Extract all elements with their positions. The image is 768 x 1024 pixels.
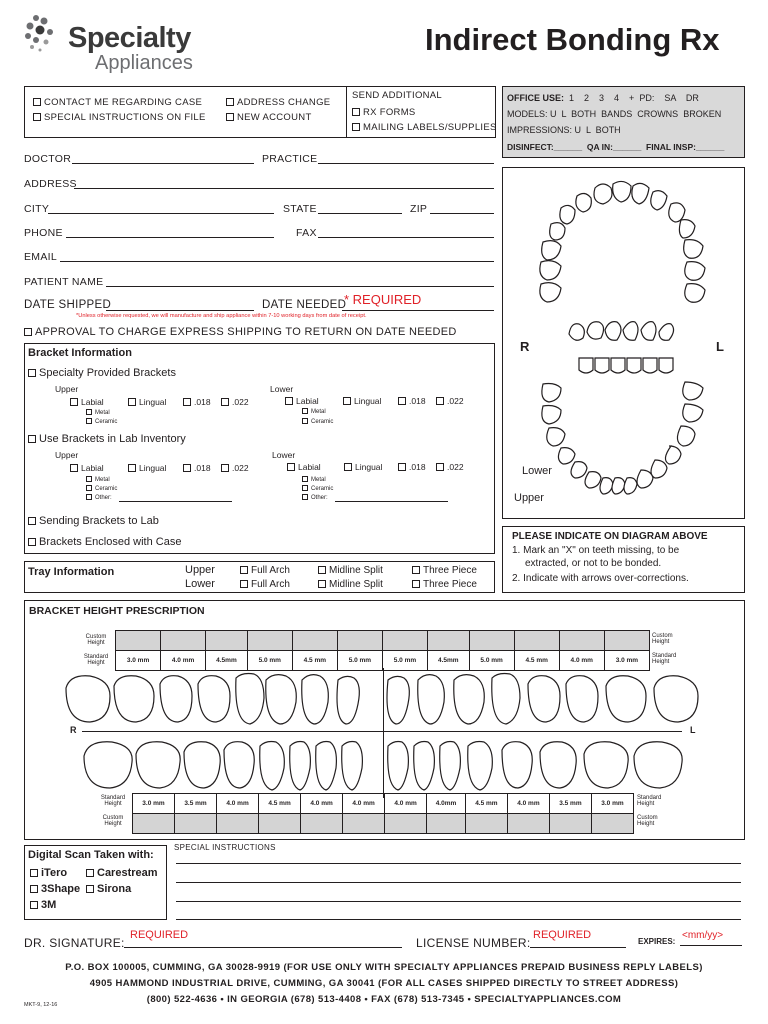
full-label: Full Arch bbox=[251, 565, 290, 576]
ceramic-label: Ceramic bbox=[311, 419, 334, 425]
lower-018-checkbox[interactable] bbox=[398, 396, 426, 406]
special-instructions-line[interactable] bbox=[176, 882, 741, 883]
diagram-l-label: L bbox=[716, 339, 724, 354]
lower-custom-cell[interactable] bbox=[175, 814, 217, 834]
s022-label: .022 bbox=[447, 396, 464, 406]
upper-ceramic-checkbox[interactable] bbox=[86, 418, 117, 425]
doctor-label: DOCTOR bbox=[24, 153, 72, 165]
upper-custom-cell[interactable] bbox=[247, 631, 292, 651]
upper-custom-left: Custom Height bbox=[85, 634, 107, 646]
lower-custom-cell[interactable] bbox=[259, 814, 301, 834]
zip-field[interactable] bbox=[430, 213, 494, 214]
3shape-label: 3Shape bbox=[41, 883, 81, 895]
tray-upper-midline[interactable] bbox=[318, 565, 383, 576]
patient-field[interactable] bbox=[106, 286, 494, 287]
s018-label: .018 bbox=[194, 463, 211, 473]
lower-custom-cell[interactable] bbox=[217, 814, 259, 834]
lower-labial-checkbox[interactable] bbox=[285, 396, 319, 406]
lower-custom-cell[interactable] bbox=[465, 814, 507, 834]
patient-label: PATIENT NAME bbox=[24, 276, 104, 288]
license-required: REQUIRED bbox=[533, 929, 592, 941]
lower-custom-cell[interactable] bbox=[133, 814, 175, 834]
special-instructions-label: SPECIAL INSTRUCTIONS bbox=[174, 843, 276, 852]
s022-label: .022 bbox=[232, 397, 249, 407]
contact-label: CONTACT ME REGARDING CASE bbox=[44, 97, 203, 108]
upper-standard-left: Standard Height bbox=[83, 654, 109, 666]
indicate-two: 2. Indicate with arrows over-corrections. bbox=[512, 573, 689, 584]
lower-custom-cell[interactable] bbox=[301, 814, 343, 834]
upper-arch-teeth bbox=[540, 181, 705, 302]
lower-custom-cell[interactable] bbox=[385, 814, 427, 834]
scan-title: Digital Scan Taken with: bbox=[28, 849, 154, 861]
inventory-checkbox[interactable] bbox=[28, 433, 186, 445]
sirona-label: Sirona bbox=[97, 883, 132, 895]
footer-contact: (800) 522-4636 • IN GEORGIA (678) 513-4408 • FAX (678) 513-7345 • SPECIALTYAPPLIANCES.COM bbox=[146, 994, 622, 1005]
bracket-title: Bracket Information bbox=[28, 347, 132, 359]
upper-height-grid bbox=[115, 630, 650, 671]
lower-standard-left: Standard Height bbox=[100, 795, 126, 807]
tray-lower-full[interactable] bbox=[240, 579, 290, 590]
upper-custom-cell[interactable] bbox=[116, 631, 161, 651]
upper-standard-cell: 5.0 mm bbox=[382, 651, 427, 671]
special-instructions-line[interactable] bbox=[176, 901, 741, 902]
footer-street: 4905 HAMMOND INDUSTRIAL DRIVE, CUMMING, GA 30041 (FOR ALL CASES SHIPPED DIRECTLY TO STREET ADDRESS) bbox=[89, 978, 679, 989]
shipping-note: *Unless otherwise requested, we will manufacture and ship appliance within 7-10 working days from date of receipt. bbox=[76, 313, 367, 319]
metal-label: Metal bbox=[95, 477, 110, 483]
upper-metal-checkbox[interactable] bbox=[86, 409, 110, 416]
doctor-field[interactable] bbox=[72, 163, 254, 164]
s022-label: .022 bbox=[232, 463, 249, 473]
indicate-one: 1. Mark an "X" on teeth missing, to be bbox=[512, 545, 680, 556]
lower-front-teeth bbox=[579, 358, 673, 373]
s022-label: .022 bbox=[447, 462, 464, 472]
s018-label: .018 bbox=[409, 462, 426, 472]
other-label: Other: bbox=[95, 495, 112, 501]
height-title: BRACKET HEIGHT PRESCRIPTION bbox=[29, 605, 205, 617]
lingual-label: Lingual bbox=[139, 397, 167, 407]
upper-standard-cell: 4.0 mm bbox=[161, 651, 206, 671]
height-r-label: R bbox=[70, 725, 77, 735]
lower-metal-checkbox[interactable] bbox=[302, 408, 326, 415]
practice-field[interactable] bbox=[318, 163, 494, 164]
indicate-title: PLEASE INDICATE ON DIAGRAM ABOVE bbox=[512, 531, 708, 542]
upper-018-checkbox[interactable] bbox=[183, 397, 211, 407]
contact-checkbox[interactable] bbox=[33, 97, 202, 108]
upper-teeth-profile bbox=[60, 670, 710, 732]
inv-upper-labial-checkbox[interactable] bbox=[70, 463, 104, 473]
fax-field[interactable] bbox=[318, 237, 494, 238]
carestream-label: Carestream bbox=[97, 867, 158, 879]
state-label: STATE bbox=[283, 203, 317, 215]
upper-label: Upper bbox=[55, 450, 79, 460]
lower-standard-cell: 4.5 mm bbox=[465, 794, 507, 814]
upper-custom-cell[interactable] bbox=[604, 631, 649, 651]
indicate-one-b: extracted, or not to be bonded. bbox=[525, 558, 662, 569]
logo-dots bbox=[22, 14, 66, 58]
date-needed-field[interactable] bbox=[342, 310, 494, 311]
email-field[interactable] bbox=[60, 261, 494, 262]
sirona-checkbox[interactable] bbox=[86, 883, 131, 895]
lower-standard-right: Standard Height bbox=[637, 795, 662, 807]
upper-standard-cell: 5.0 mm bbox=[469, 651, 514, 671]
rx-forms-label: RX FORMS bbox=[363, 107, 416, 118]
inv-lower-other-checkbox[interactable] bbox=[302, 494, 328, 501]
lower-custom-cell[interactable] bbox=[549, 814, 591, 834]
upper-label: Upper bbox=[55, 384, 79, 394]
divider bbox=[346, 86, 347, 138]
3shape-checkbox[interactable] bbox=[30, 883, 80, 895]
upper-standard-cell: 4.5mm bbox=[206, 651, 248, 671]
lower-arch-teeth bbox=[542, 382, 703, 494]
lower-standard-cell: 4.0 mm bbox=[507, 794, 549, 814]
date-shipped-field[interactable] bbox=[106, 310, 254, 311]
city-label: CITY bbox=[24, 203, 50, 215]
lower-label: Lower bbox=[272, 450, 296, 460]
lower-standard-cell: 3.5 mm bbox=[175, 794, 217, 814]
office-impressions: IMPRESSIONS: U L BOTH bbox=[507, 125, 621, 135]
labial-label: Labial bbox=[81, 463, 104, 473]
carestream-checkbox[interactable] bbox=[86, 867, 158, 879]
midline-label: Midline Split bbox=[329, 565, 383, 576]
tray-upper-full[interactable] bbox=[240, 565, 290, 576]
height-l-label: L bbox=[690, 725, 696, 735]
lower-ceramic-checkbox[interactable] bbox=[302, 418, 333, 425]
full-label: Full Arch bbox=[251, 579, 290, 590]
page-title: Indirect Bonding Rx bbox=[425, 22, 720, 57]
lower-custom-cell[interactable] bbox=[507, 814, 549, 834]
upper-custom-right: Custom Height bbox=[652, 633, 673, 645]
provided-label: Specialty Provided Brackets bbox=[39, 367, 176, 379]
address-label: ADDRESS bbox=[24, 178, 77, 190]
dr-signature-field[interactable] bbox=[124, 947, 402, 948]
upper-custom-cell[interactable] bbox=[337, 631, 382, 651]
ceramic-label: Ceramic bbox=[311, 486, 334, 492]
upper-standard-cell: 4.0 mm bbox=[559, 651, 604, 671]
special-checkbox[interactable] bbox=[33, 112, 206, 123]
lower-standard-cell: 4.0 mm bbox=[217, 794, 259, 814]
upper-custom-cell[interactable] bbox=[559, 631, 604, 651]
lower-label: Lower bbox=[270, 384, 294, 394]
labial-label: Labial bbox=[296, 396, 319, 406]
upper-custom-cell[interactable] bbox=[469, 631, 514, 651]
office-pd: PD: SA DR bbox=[639, 93, 699, 103]
three-label: Three Piece bbox=[423, 579, 477, 590]
expires-label: EXPIRES: bbox=[638, 937, 676, 946]
upper-022-checkbox[interactable] bbox=[221, 397, 249, 407]
3m-label: 3M bbox=[41, 899, 57, 911]
city-field[interactable] bbox=[48, 213, 274, 214]
lower-standard-cell: 4.0 mm bbox=[343, 794, 385, 814]
office-models: MODELS: U L BOTH BANDS CROWNS BROKEN bbox=[507, 109, 722, 119]
upper-custom-cell[interactable] bbox=[382, 631, 427, 651]
footer-po-box: P.O. BOX 100005, CUMMING, GA 30028-9919 (FOR USE ONLY WITH SPECIALTY APPLIANCES PREPAID BUSINESS REPLY LABELS) bbox=[65, 962, 703, 973]
upper-front-teeth bbox=[569, 322, 674, 341]
lower-height-grid bbox=[132, 793, 634, 834]
enclosed-checkbox[interactable] bbox=[28, 536, 181, 548]
labial-label: Labial bbox=[298, 462, 321, 472]
lower-teeth-profile bbox=[80, 736, 690, 792]
lower-standard-cell: 3.0 mm bbox=[591, 794, 633, 814]
state-field[interactable] bbox=[318, 213, 402, 214]
rx-forms-checkbox[interactable] bbox=[352, 107, 416, 118]
signature-required: REQUIRED bbox=[130, 929, 189, 941]
tray-title: Tray Information bbox=[28, 566, 115, 578]
lower-standard-cell: 4.0 mm bbox=[385, 794, 427, 814]
approval-checkbox[interactable] bbox=[24, 326, 457, 338]
license-field[interactable] bbox=[530, 947, 626, 948]
three-label: Three Piece bbox=[423, 565, 477, 576]
office-use-label: OFFICE USE: bbox=[507, 93, 565, 103]
inv-upper-other-field[interactable] bbox=[119, 501, 232, 502]
special-instructions-line[interactable] bbox=[176, 863, 741, 864]
fax-label: FAX bbox=[296, 227, 317, 239]
address-field[interactable] bbox=[74, 188, 494, 189]
diagram-upper-label: Upper bbox=[514, 492, 544, 504]
tray-upper-three[interactable] bbox=[412, 565, 477, 576]
inv-lower-other-field[interactable] bbox=[335, 501, 448, 502]
upper-custom-cell[interactable] bbox=[514, 631, 559, 651]
lower-standard-cell: 4.0 mm bbox=[301, 794, 343, 814]
inv-lower-lingual-checkbox[interactable] bbox=[344, 462, 382, 472]
address-change-label: ADDRESS CHANGE bbox=[237, 97, 331, 108]
special-instructions-line[interactable] bbox=[176, 919, 741, 920]
itero-checkbox[interactable] bbox=[30, 867, 67, 879]
new-account-label: NEW ACCOUNT bbox=[237, 112, 312, 123]
expires-field[interactable] bbox=[680, 945, 742, 946]
upper-standard-cell: 4.5mm bbox=[427, 651, 469, 671]
date-needed-label: DATE NEEDED bbox=[262, 299, 347, 311]
inv-lower-labial-checkbox[interactable] bbox=[287, 462, 321, 472]
lower-custom-left: Custom Height bbox=[102, 815, 124, 827]
inventory-label: Use Brackets in Lab Inventory bbox=[39, 433, 186, 445]
lingual-label: Lingual bbox=[354, 396, 382, 406]
tray-lower-label: Lower bbox=[185, 578, 215, 590]
office-nums: 1 2 3 4 + bbox=[569, 93, 635, 103]
midline-axis bbox=[82, 731, 682, 732]
phone-label: PHONE bbox=[24, 227, 63, 239]
lower-standard-cell: 3.5 mm bbox=[549, 794, 591, 814]
midline-label: Midline Split bbox=[329, 579, 383, 590]
new-account-checkbox[interactable] bbox=[226, 112, 312, 123]
inv-upper-022-checkbox[interactable] bbox=[221, 463, 249, 473]
upper-standard-cell: 5.0 mm bbox=[247, 651, 292, 671]
upper-standard-cell: 4.5 mm bbox=[514, 651, 559, 671]
s018-label: .018 bbox=[194, 397, 211, 407]
inv-upper-other-checkbox[interactable] bbox=[86, 494, 112, 501]
upper-custom-cell[interactable] bbox=[206, 631, 248, 651]
inv-upper-018-checkbox[interactable] bbox=[183, 463, 211, 473]
metal-label: Metal bbox=[95, 410, 110, 416]
special-label: SPECIAL INSTRUCTIONS ON FILE bbox=[44, 112, 206, 123]
tray-lower-midline[interactable] bbox=[318, 579, 383, 590]
office-disinfect: DISINFECT:______ QA IN:______ FINAL INSP:______ bbox=[507, 142, 725, 152]
metal-label: Metal bbox=[311, 409, 326, 415]
upper-standard-cell: 3.0 mm bbox=[116, 651, 161, 671]
dr-signature-label: DR. SIGNATURE: bbox=[24, 936, 125, 950]
mailing-checkbox[interactable] bbox=[352, 122, 497, 133]
metal-label: Metal bbox=[311, 477, 326, 483]
tray-lower-three[interactable] bbox=[412, 579, 477, 590]
expires-format: <mm/yy> bbox=[682, 930, 724, 941]
labial-label: Labial bbox=[81, 397, 104, 407]
lower-lingual-checkbox[interactable] bbox=[343, 396, 381, 406]
upper-standard-cell: 4.5 mm bbox=[292, 651, 337, 671]
provided-checkbox[interactable] bbox=[28, 367, 176, 379]
enclosed-label: Brackets Enclosed with Case bbox=[39, 536, 182, 548]
upper-lingual-checkbox[interactable] bbox=[128, 397, 166, 407]
lingual-label: Lingual bbox=[355, 462, 383, 472]
upper-labial-checkbox[interactable] bbox=[70, 397, 104, 407]
lower-standard-cell: 4.5 mm bbox=[259, 794, 301, 814]
inv-lower-ceramic-checkbox[interactable] bbox=[302, 485, 333, 492]
sending-label: Sending Brackets to Lab bbox=[39, 515, 159, 527]
s018-label: .018 bbox=[409, 396, 426, 406]
approval-label: APPROVAL TO CHARGE EXPRESS SHIPPING TO RETURN ON DATE NEEDED bbox=[35, 326, 457, 338]
upper-custom-cell[interactable] bbox=[292, 631, 337, 651]
lower-022-checkbox[interactable] bbox=[436, 396, 464, 406]
upper-custom-cell[interactable] bbox=[161, 631, 206, 651]
license-label: LICENSE NUMBER: bbox=[416, 936, 531, 950]
inv-lower-022-checkbox[interactable] bbox=[436, 462, 464, 472]
send-additional-label: SEND ADDITIONAL bbox=[352, 90, 443, 101]
itero-label: iTero bbox=[41, 867, 68, 879]
lingual-label: Lingual bbox=[139, 463, 167, 473]
diagram-lower-label: Lower bbox=[522, 465, 552, 477]
email-label: EMAIL bbox=[24, 251, 58, 263]
logo-sub: Appliances bbox=[95, 52, 193, 74]
date-shipped-label: DATE SHIPPED bbox=[24, 299, 112, 311]
ceramic-label: Ceramic bbox=[95, 419, 118, 425]
required-badge: * REQUIRED bbox=[344, 292, 422, 307]
lower-standard-cell: 4.0mm bbox=[427, 794, 466, 814]
address-change-checkbox[interactable] bbox=[226, 97, 330, 108]
office-use-row bbox=[507, 93, 699, 103]
other-label: Other: bbox=[311, 495, 328, 501]
upper-standard-cell: 5.0 mm bbox=[337, 651, 382, 671]
upper-standard-cell: 3.0 mm bbox=[604, 651, 649, 671]
lower-custom-cell[interactable] bbox=[591, 814, 633, 834]
sending-checkbox[interactable] bbox=[28, 515, 159, 527]
practice-label: PRACTICE bbox=[262, 153, 318, 165]
phone-field[interactable] bbox=[66, 237, 274, 238]
inv-upper-lingual-checkbox[interactable] bbox=[128, 463, 166, 473]
zip-label: ZIP bbox=[410, 203, 428, 215]
lower-custom-cell[interactable] bbox=[343, 814, 385, 834]
inv-lower-metal-checkbox[interactable] bbox=[302, 476, 326, 483]
form-code: MKT-9, 12-16 bbox=[24, 1002, 58, 1008]
lower-custom-cell[interactable] bbox=[427, 814, 466, 834]
upper-standard-right: Standard Height bbox=[652, 653, 677, 665]
inv-upper-ceramic-checkbox[interactable] bbox=[86, 485, 117, 492]
lower-standard-cell: 3.0 mm bbox=[133, 794, 175, 814]
upper-custom-cell[interactable] bbox=[427, 631, 469, 651]
lower-custom-right: Custom Height bbox=[637, 815, 658, 827]
3m-checkbox[interactable] bbox=[30, 899, 56, 911]
inv-lower-018-checkbox[interactable] bbox=[398, 462, 426, 472]
ceramic-label: Ceramic bbox=[95, 486, 118, 492]
tray-upper-label: Upper bbox=[185, 564, 215, 576]
logo-main: Specialty bbox=[68, 22, 191, 54]
mailing-label: MAILING LABELS/SUPPLIES bbox=[363, 122, 497, 133]
diagram-r-label: R bbox=[520, 339, 530, 354]
inv-upper-metal-checkbox[interactable] bbox=[86, 476, 110, 483]
